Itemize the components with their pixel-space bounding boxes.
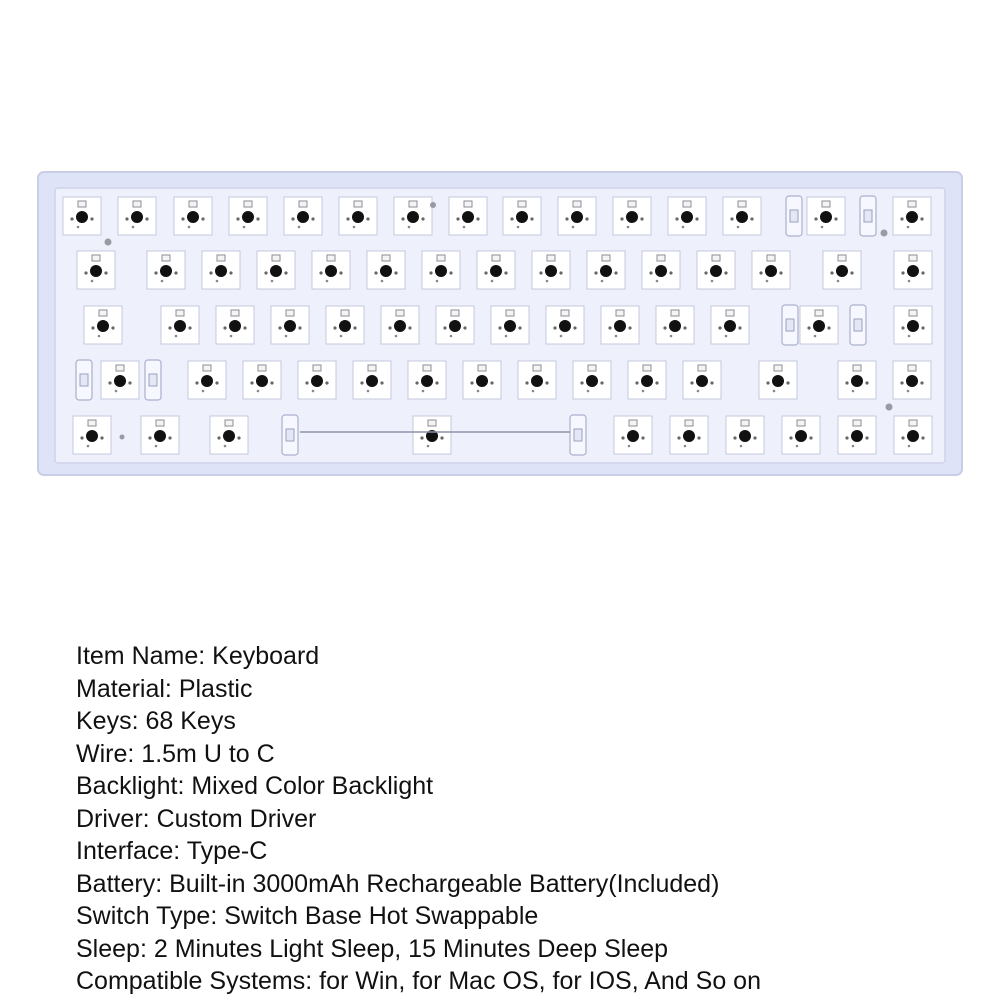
spec-label: Driver <box>76 804 143 833</box>
switch-socket <box>381 306 419 344</box>
switch-socket <box>838 361 876 399</box>
switch-socket <box>558 197 596 235</box>
spec-separator: : <box>155 869 170 898</box>
switch-socket <box>84 306 122 344</box>
switch-socket <box>800 306 838 344</box>
switch-socket <box>174 197 212 235</box>
stabilizer <box>786 196 802 236</box>
switch-socket <box>894 416 932 454</box>
switch-socket <box>670 416 708 454</box>
spec-separator: : <box>177 772 192 800</box>
spec-line <box>76 705 976 738</box>
spec-value: 1.5m U to C <box>141 739 275 768</box>
spec-label: Compatible Systems <box>76 967 306 995</box>
spec-line <box>76 835 976 868</box>
spec-separator: : <box>164 674 179 703</box>
switch-socket <box>408 361 446 399</box>
switch-socket <box>656 306 694 344</box>
stabilizer <box>282 415 298 455</box>
spec-separator: : <box>131 707 146 735</box>
spec-line <box>76 770 976 803</box>
spec-value: 68 Keys <box>145 707 236 735</box>
stabilizer <box>782 305 798 345</box>
switch-socket <box>449 197 487 235</box>
switch-socket <box>257 251 295 289</box>
screw <box>886 404 893 411</box>
spec-line <box>76 673 976 706</box>
spec-separator: : <box>173 837 187 865</box>
spec-label: Battery <box>76 869 156 898</box>
spec-line <box>76 803 976 836</box>
spec-value: 2 Minutes Light Sleep, 15 Minutes Deep Sleep <box>153 934 669 963</box>
switch-socket <box>243 361 281 399</box>
switch-socket <box>759 361 797 399</box>
spec-label: Material <box>76 674 165 703</box>
switch-socket <box>546 306 584 344</box>
switch-socket <box>101 361 139 399</box>
switch-socket <box>503 197 541 235</box>
switch-socket <box>73 416 111 454</box>
switch-socket <box>491 306 529 344</box>
spec-list <box>76 640 976 998</box>
switch-socket <box>202 251 240 289</box>
switch-socket <box>532 251 570 289</box>
switch-socket <box>118 197 156 235</box>
switch-socket <box>838 416 876 454</box>
spec-value: for Win, for Mac OS, for IOS, And So on <box>319 967 761 995</box>
spec-value: Plastic <box>178 674 253 703</box>
switch-socket <box>697 251 735 289</box>
stabilizer <box>860 196 876 236</box>
switch-socket <box>312 251 350 289</box>
switch-socket <box>893 197 931 235</box>
spec-separator: : <box>198 642 213 670</box>
switch-socket <box>229 197 267 235</box>
switch-socket <box>601 306 639 344</box>
switch-socket <box>271 306 309 344</box>
spec-line <box>76 933 976 966</box>
switch-socket <box>668 197 706 235</box>
spec-value: Built-in 3000mAh Rechargeable Battery(Included) <box>169 869 720 898</box>
switch-socket <box>147 251 185 289</box>
switch-socket <box>782 416 820 454</box>
switch-socket <box>723 197 761 235</box>
spec-separator: : <box>210 902 225 930</box>
switch-socket <box>752 251 790 289</box>
screw <box>430 202 436 208</box>
stabilizer <box>850 305 866 345</box>
spec-value: Keyboard <box>212 642 320 670</box>
switch-socket <box>216 306 254 344</box>
switch-socket <box>477 251 515 289</box>
spec-label: Wire <box>76 739 128 768</box>
switch-socket <box>63 197 101 235</box>
switch-socket <box>518 361 556 399</box>
switch-socket <box>210 416 248 454</box>
spec-line <box>76 868 976 901</box>
spec-separator: : <box>142 804 157 833</box>
switch-socket <box>339 197 377 235</box>
switch-socket <box>161 306 199 344</box>
screw <box>881 230 888 237</box>
switch-socket <box>894 306 932 344</box>
spec-separator: : <box>127 739 142 768</box>
switch-socket <box>367 251 405 289</box>
switch-socket <box>188 361 226 399</box>
switch-socket <box>463 361 501 399</box>
switch-socket <box>613 197 651 235</box>
switch-socket <box>394 197 432 235</box>
switch-socket <box>413 416 451 454</box>
spec-value: Type-C <box>186 837 268 865</box>
switch-socket <box>298 361 336 399</box>
stabilizer <box>76 360 92 400</box>
spec-label: Backlight <box>76 772 178 800</box>
spec-label: Item Name <box>76 642 199 670</box>
spec-value: Custom Driver <box>156 804 317 833</box>
spec-label: Interface <box>76 837 174 865</box>
switch-socket <box>711 306 749 344</box>
switch-socket <box>807 197 845 235</box>
switch-socket <box>141 416 179 454</box>
spec-line <box>76 965 976 998</box>
spec-line <box>76 900 976 933</box>
spec-line <box>76 640 976 673</box>
spec-value: Mixed Color Backlight <box>191 772 434 800</box>
spec-separator: : <box>139 934 154 963</box>
switch-socket <box>436 306 474 344</box>
screw <box>105 239 112 246</box>
stabilizer <box>570 415 586 455</box>
spec-line <box>76 738 976 771</box>
switch-socket <box>284 197 322 235</box>
switch-socket <box>642 251 680 289</box>
spec-label: Sleep <box>76 934 140 963</box>
switch-socket <box>726 416 764 454</box>
switch-socket <box>422 251 460 289</box>
spec-separator: : <box>305 967 320 995</box>
switch-socket <box>77 251 115 289</box>
switch-socket <box>628 361 666 399</box>
switch-socket <box>353 361 391 399</box>
switch-socket <box>893 361 931 399</box>
spec-value: Switch Base Hot Swappable <box>224 902 539 930</box>
switch-socket <box>683 361 721 399</box>
switch-socket <box>823 251 861 289</box>
spec-label: Keys <box>76 707 132 735</box>
switch-socket <box>573 361 611 399</box>
spec-label: Switch Type <box>76 902 211 930</box>
switch-socket <box>614 416 652 454</box>
screw <box>120 435 125 440</box>
stabilizer <box>145 360 161 400</box>
switch-socket <box>894 251 932 289</box>
switch-socket <box>587 251 625 289</box>
switch-socket <box>326 306 364 344</box>
